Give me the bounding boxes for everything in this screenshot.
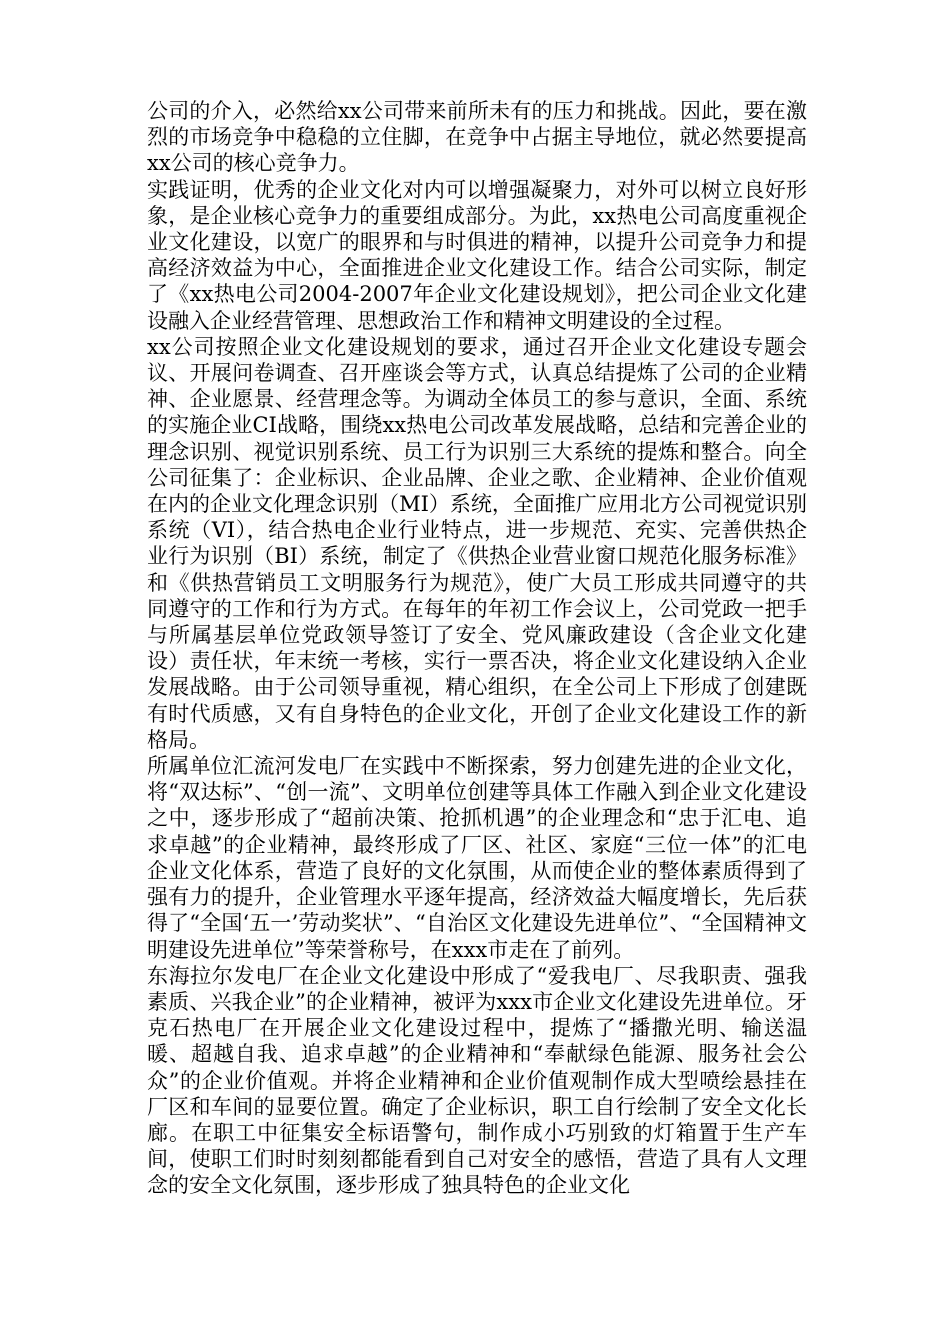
document-body xyxy=(147,98,807,1199)
paragraph-5: 东海拉尔发电厂在企业文化建设中形成了“爱我电厂、尽我职责、强我素质、兴我企业”的企业精神，被评为xxx市企业文化建设先进单位。牙克石热电厂在开展企业文化建设过程中，提炼了“播撒光明、输送温暖、超越自我、追求卓越”的企业精神和“奉献绿色能源、服务社会公众”的企业价值观。并将企业精神和企业价值观制作成大型喷绘悬挂在厂区和车间的显要位置。确定了企业标识，职工自行绘制了安全文化长廊。在职工中征集安全标语警句，制作成小巧别致的灯箱置于生产车间，使职工们时时刻刻都能看到自己对安全的感悟，营造了具有人文理念的安全文化氛围，逐步形成了独具特色的企业文化 xyxy=(147,963,807,1198)
paragraph-2: 实践证明，优秀的企业文化对内可以增强凝聚力，对外可以树立良好形象，是企业核心竞争力的重要组成部分。为此，xx热电公司高度重视企业文化建设，以宽广的眼界和与时俱进的精神，以提升公司竞争力和提高经济效益为中心，全面推进企业文化建设工作。结合公司实际，制定了《xx热电公司2004-2007年企业文化建设规划》，把公司企业文化建设融入企业经营管理、思想政治工作和精神文明建设的全过程。 xyxy=(147,177,807,333)
paragraph-4: 所属单位汇流河发电厂在实践中不断探索，努力创建先进的企业文化，将“双达标”、“创一流”、文明单位创建等具体工作融入到企业文化建设之中，逐步形成了“超前决策、抢抓机遇”的企业理念和“忠于汇电、追求卓越”的企业精神，最终形成了厂区、社区、家庭“三位一体”的汇电企业文化体系，营造了良好的文化氛围，从而使企业的整体素质得到了强有力的提升，企业管理水平逐年提高，经济效益大幅度增长，先后获得了“全国‘五一’劳动奖状”、“自治区文化建设先进单位”、“全国精神文明建设先进单位”等荣誉称号，在xxx市走在了前列。 xyxy=(147,754,807,962)
paragraph-1: 公司的介入，必然给xx公司带来前所未有的压力和挑战。因此，要在激烈的市场竞争中稳稳的立住脚，在竞争中占据主导地位，就必然要提高xx公司的核心竞争力。 xyxy=(147,99,807,176)
paragraph-3: xx公司按照企业文化建设规划的要求，通过召开企业文化建设专题会议、开展问卷调查、召开座谈会等方式，认真总结提炼了公司的企业精神、企业愿景、经营理念等。为调动全体员工的参与意识，全面、系统的实施企业CI战略，围绕xx热电公司改革发展战略，总结和完善企业的理念识别、视觉识别系统、员工行为识别三大系统的提炼和整合。向全公司征集了：企业标识、企业品牌、企业之歌、企业精神、企业价值观在内的企业文化理念识别（MI）系统，全面推广应用北方公司视觉识别系统（VI），结合热电企业行业特点，进一步规范、充实、完善供热企业行为识别（BI）系统，制定了《供热企业营业窗口规范化服务标准》和《供热营销员工文明服务行为规范》，使广大员工形成共同遵守的共同遵守的工作和行为方式。在每年的年初工作会议上，公司党政一把手与所属基层单位党政领导签订了安全、党风廉政建设（含企业文化建设）责任状，年末统一考核，实行一票否决，将企业文化建设纳入企业发展战略。由于公司领导重视，精心组织，在全公司上下形成了创建既有时代质感，又有自身特色的企业文化，开创了企业文化建设工作的新格局。 xyxy=(147,334,807,752)
